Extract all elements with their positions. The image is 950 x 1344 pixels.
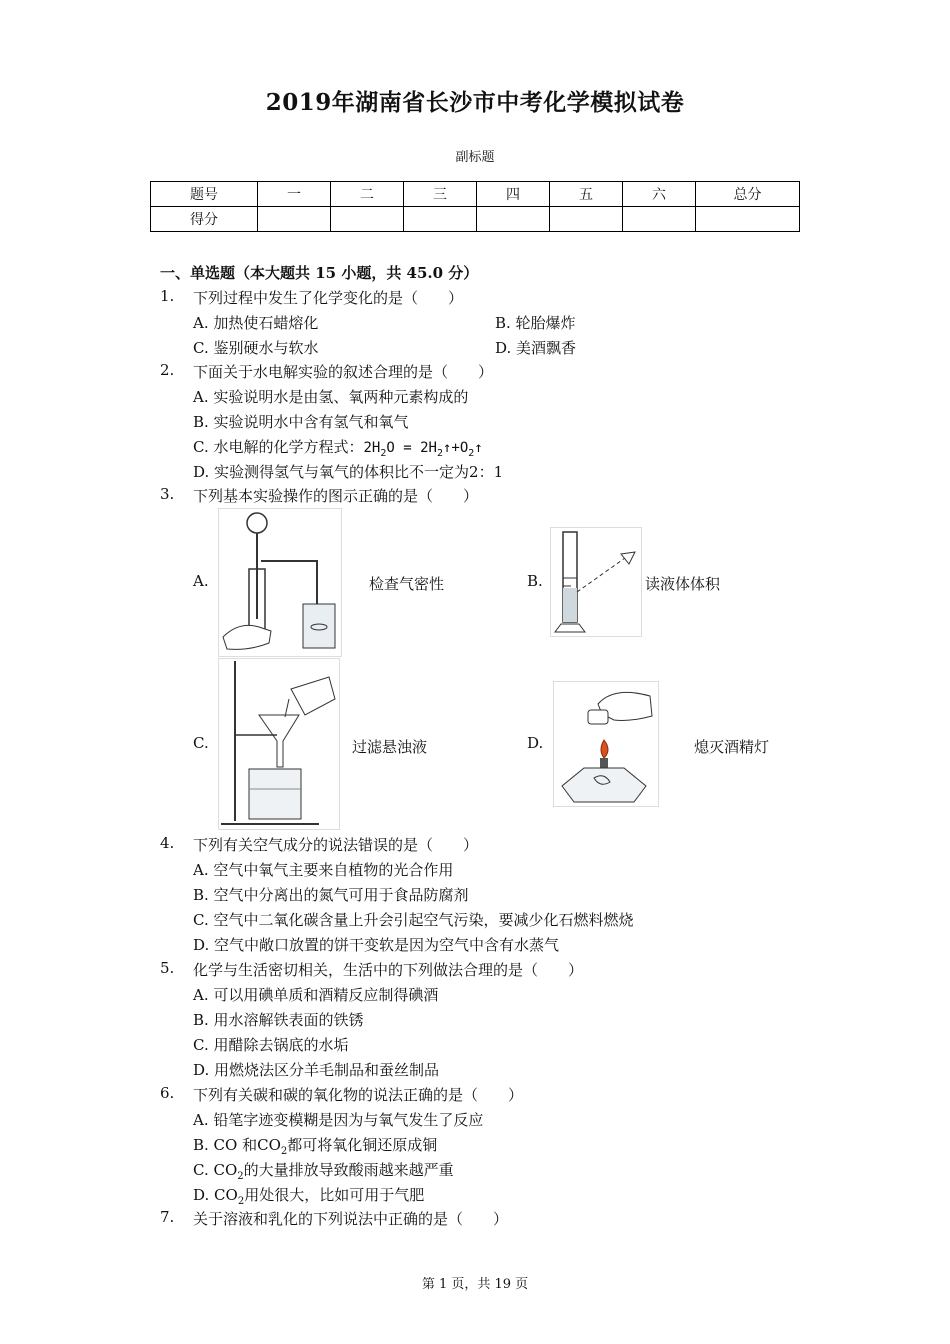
page-subtitle: 副标题 — [455, 150, 495, 165]
question-number: 1. — [160, 287, 175, 305]
read-volume-figure — [550, 527, 642, 637]
question-text: 下列基本实验操作的图示正确的是（ ） — [193, 487, 479, 505]
option-d-text: D. CO — [193, 1186, 238, 1204]
figure-label: 过滤悬浊液 — [352, 738, 428, 756]
option-d: D. 用燃烧法区分羊毛制品和蚕丝制品 — [193, 1061, 440, 1079]
extinguish-lamp-figure — [553, 681, 659, 807]
equation — [363, 440, 483, 459]
question-text: 关于溶液和乳化的下列说法中正确的是（ ） — [193, 1210, 509, 1228]
question-text: 化学与生活密切相关，生活中的下列做法合理的是（ ） — [193, 961, 584, 979]
option-c: C. 空气中二氧化碳含量上升会引起空气污染，要减少化石燃料燃烧 — [193, 911, 634, 929]
option-a: A. — [193, 572, 209, 590]
option-a: A. 可以用碘单质和酒精反应制得碘酒 — [193, 986, 439, 1004]
option-b — [193, 1134, 437, 1157]
eq-sub: 2 — [436, 447, 443, 459]
question-number: 5. — [160, 959, 175, 977]
score-cell — [477, 207, 550, 232]
score-cell — [550, 207, 623, 232]
option-c — [193, 436, 483, 459]
figure-label: 读液体体积 — [645, 575, 721, 593]
option-c-tail: 的大量排放导致酸雨越来越严重 — [243, 1161, 454, 1179]
score-table-score-row — [151, 207, 800, 232]
option-b: B. — [527, 572, 543, 590]
option-b: B. 实验说明水中含有氢气和氧气 — [193, 413, 409, 431]
score-cell — [331, 207, 404, 232]
question-text: 下面关于水电解实验的叙述合理的是（ ） — [193, 363, 494, 381]
option-d: D. 实验测得氢气与氧气的体积比不一定为2：1 — [193, 463, 504, 481]
figure-label: 熄灭酒精灯 — [694, 738, 770, 756]
option-d-tail: 用处很大，比如可用于气肥 — [244, 1186, 425, 1204]
question-number: 7. — [160, 1208, 175, 1226]
option-c: C. 用醋除去锅底的水垢 — [193, 1036, 349, 1054]
score-header-cell: 四 — [477, 182, 550, 207]
eq-part: ↑ — [474, 440, 483, 456]
score-row-label: 得分 — [151, 207, 258, 232]
figure-label: 检查气密性 — [369, 575, 445, 593]
score-header-cell: 二 — [331, 182, 404, 207]
option-d: D. 空气中敞口放置的饼干变软是因为空气中含有水蒸气 — [193, 936, 560, 954]
page-footer: 第 1 页，共 19 页 — [421, 1277, 529, 1292]
option-a: A. 铅笔字迹变模糊是因为与氧气发生了反应 — [193, 1111, 484, 1129]
option-c — [193, 1159, 454, 1182]
subscript: 2 — [237, 1171, 244, 1182]
score-header-cell: 题号 — [151, 182, 258, 207]
option-c-text: C. 水电解的化学方程式： — [193, 438, 364, 456]
subscript: 2 — [280, 1146, 288, 1157]
question-text: 下列有关碳和碳的氧化物的说法正确的是（ ） — [193, 1086, 524, 1104]
question-number: 3. — [160, 485, 175, 503]
eq-sub: 2 — [468, 447, 475, 459]
option-c-text: C. CO — [193, 1161, 238, 1179]
option-d: D. 美酒飘香 — [495, 339, 577, 357]
option-a: A. 空气中氧气主要来自植物的光合作用 — [193, 861, 454, 879]
score-cell — [696, 207, 800, 232]
score-header-cell: 一 — [258, 182, 331, 207]
score-header-cell: 三 — [404, 182, 477, 207]
eq-part: O = 2H — [386, 440, 437, 456]
score-header-cell: 六 — [623, 182, 696, 207]
option-a: A. 加热使石蜡熔化 — [193, 314, 319, 332]
score-cell — [258, 207, 331, 232]
eq-part: 2H — [363, 440, 381, 456]
airtightness-check-figure — [218, 508, 342, 657]
option-b: B. 空气中分离出的氮气可用于食品防腐剂 — [193, 886, 469, 904]
eq-part: ↑+O — [442, 440, 469, 456]
subscript: 2 — [237, 1196, 245, 1207]
question-number: 6. — [160, 1084, 175, 1102]
option-c: C. 鉴别硬水与软水 — [193, 339, 319, 357]
question-text: 下列过程中发生了化学变化的是（ ） — [193, 289, 464, 307]
score-cell — [623, 207, 696, 232]
page-title: 2019年湖南省长沙市中考化学模拟试卷 — [265, 89, 685, 116]
option-a: A. 实验说明水是由氢、氧两种元素构成的 — [193, 388, 469, 406]
filtration-figure — [218, 658, 340, 830]
question-number: 4. — [160, 834, 175, 852]
option-b: B. 轮胎爆炸 — [495, 314, 576, 332]
option-c: C. — [193, 734, 209, 752]
question-text: 下列有关空气成分的说法错误的是（ ） — [193, 836, 479, 854]
score-header-cell: 五 — [550, 182, 623, 207]
option-d — [193, 1184, 424, 1207]
option-b-text: B. CO 和CO — [193, 1136, 281, 1154]
option-b: B. 用水溶解铁表面的铁锈 — [193, 1011, 364, 1029]
score-cell — [404, 207, 477, 232]
score-table-header-row — [151, 182, 800, 207]
option-d: D. — [527, 734, 544, 752]
score-table — [150, 181, 800, 232]
eq-sub: 2 — [380, 447, 387, 459]
question-number: 2. — [160, 361, 175, 379]
score-header-cell: 总分 — [696, 182, 800, 207]
option-b-tail: 都可将氧化铜还原成铜 — [287, 1136, 438, 1154]
section-title: 一、单选题（本大题共 15 小题，共 45.0 分） — [160, 264, 479, 282]
